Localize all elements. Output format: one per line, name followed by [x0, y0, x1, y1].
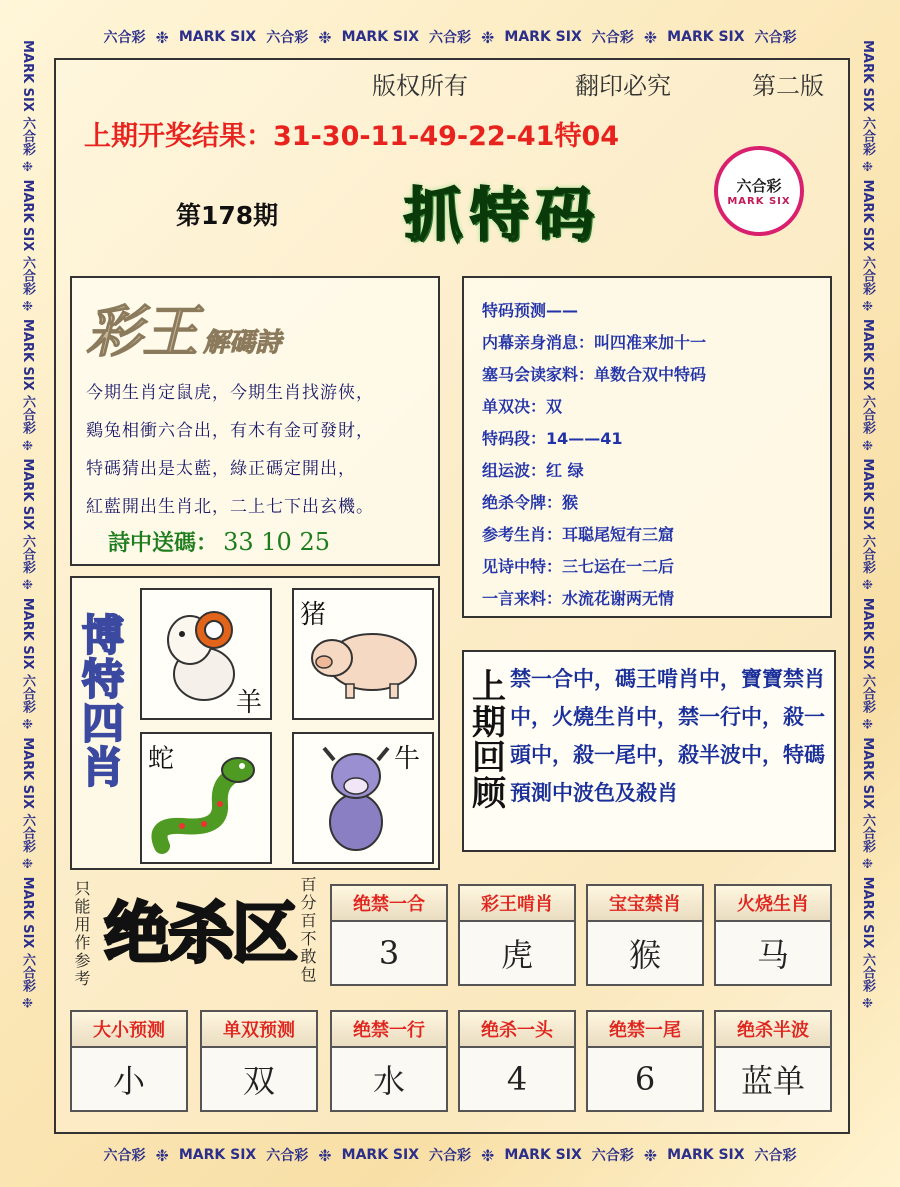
kill-cell-value: 双 [202, 1048, 316, 1110]
prediction-line: 绝杀令牌：猴 [482, 493, 579, 512]
kill-cell-head: 宝宝禁肖 [588, 886, 702, 922]
border-brand-en: MARK SIX [667, 29, 745, 45]
border-brand-cn: 六合彩 [754, 30, 797, 46]
kill-cell-head: 绝杀半波 [716, 1012, 830, 1048]
edition-label: 第二版 [752, 72, 824, 100]
left-border-strip [18, 40, 48, 1140]
last-result-numbers: 31-30-11-49-22-41特04 [273, 121, 620, 152]
animal-card-sheep [140, 588, 272, 720]
flower-icon: ❉ [155, 27, 169, 47]
kill-cell-head: 大小预测 [72, 1012, 186, 1048]
last-result-label: 上期开奖结果： [84, 121, 273, 152]
left-border-text: MARK SIX 六合彩 ❉ MARK SIX 六合彩 ❉ MARK SIX 六合彩 ❉ MARK SIX 六合彩 ❉ MARK SIX 六合彩 ❉ MARK SIX 六合彩 ❉ MARK SIX 六合彩 ❉ [20, 40, 35, 1012]
issue-number: 第178期 [176, 201, 279, 230]
flower-icon: ❉ [318, 27, 332, 47]
kill-cell [330, 884, 448, 986]
kill-cell-value: 水 [332, 1048, 446, 1110]
four-zodiac-box [70, 576, 440, 870]
flower-icon: ❉ [155, 1145, 169, 1165]
border-brand-cn: 六合彩 [591, 1148, 634, 1164]
poem-box [70, 276, 440, 566]
poem-heading [86, 288, 281, 368]
prediction-line: 单双决：双 [482, 397, 563, 416]
poem-line: 特碼猜出是太藍，綠正碼定開出， [86, 459, 356, 479]
poem-subtitle: 解碼詩 [203, 328, 282, 358]
prediction-line: 一言来料：水流花谢两无情 [482, 589, 675, 608]
kill-cell [714, 884, 832, 986]
prediction-line: 见诗中特：三七运在一二后 [482, 557, 675, 576]
kill-cell [458, 1010, 576, 1112]
border-brand-en: MARK SIX [178, 1147, 257, 1163]
kill-cell-head: 火烧生肖 [716, 886, 830, 922]
poem-send-label: 詩中送碼： [108, 530, 219, 556]
no-reprint-label: 翻印必究 [575, 72, 671, 100]
kill-cell-head: 绝禁一合 [332, 886, 446, 922]
kill-zone-right-note: 百分百不敢包 [298, 876, 317, 984]
right-border-text: MARK SIX 六合彩 ❉ MARK SIX 六合彩 ❉ MARK SIX 六合彩 ❉ MARK SIX 六合彩 ❉ MARK SIX 六合彩 ❉ MARK SIX 六合彩 ❉ MARK SIX 六合彩 ❉ [860, 40, 875, 1012]
kill-cell-head: 绝禁一行 [332, 1012, 446, 1048]
border-brand-en: MARK SIX [504, 29, 582, 45]
border-brand-en: MARK SIX [504, 1147, 582, 1163]
border-brand-en: MARK SIX [341, 1147, 419, 1163]
kill-cell [714, 1010, 832, 1112]
poem-line: 今期生肖定鼠虎，今期生肖找游俠， [86, 383, 374, 403]
animal-label: 牛 [394, 744, 421, 774]
four-zodiac-title: 博特四肖 [82, 611, 125, 793]
kill-cell [330, 1010, 448, 1112]
prediction-line: 内幕亲身消息：叫四准来加十一 [482, 333, 707, 352]
poem-send [108, 526, 330, 557]
prediction-line: 塞马会读家料：单数合双中特码 [482, 365, 707, 384]
flower-icon: ❉ [318, 1145, 332, 1165]
kill-cell-value: 4 [460, 1048, 574, 1110]
poem-title: 彩王 [86, 299, 198, 365]
review-box [462, 650, 836, 852]
kill-cell-value: 虎 [460, 922, 574, 984]
border-brand-cn: 六合彩 [591, 30, 634, 46]
flower-icon: ❉ [481, 27, 495, 47]
top-border-strip [0, 20, 900, 54]
poem-line: 紅藍開出生肖北，二上七下出玄機。 [86, 497, 374, 517]
kill-zone-left-note: 只能用作参考 [72, 880, 91, 988]
animal-label: 蛇 [148, 744, 175, 774]
bottom-border-strip [0, 1138, 900, 1172]
kill-cell-head: 单双预测 [202, 1012, 316, 1048]
kill-cell [458, 884, 576, 986]
prediction-box [462, 276, 832, 618]
kill-cell-head: 绝禁一尾 [588, 1012, 702, 1048]
kill-cell-value: 6 [588, 1048, 702, 1110]
page-title: 抓特码 [404, 181, 603, 249]
kill-cell-value: 猴 [588, 922, 702, 984]
prediction-line: 特码预测—— [482, 301, 579, 320]
kill-cell-value: 小 [72, 1048, 186, 1110]
kill-cell-head: 彩王啃肖 [460, 886, 574, 922]
prediction-line: 特码段：14——41 [482, 429, 623, 448]
prediction-line: 组运波：红 绿 [482, 461, 584, 480]
animal-card-snake [140, 732, 272, 864]
kill-cell-value: 蓝单 [716, 1048, 830, 1110]
kill-cell-value: 马 [716, 922, 830, 984]
copyright-label: 版权所有 [372, 72, 468, 100]
kill-zone-title: 绝杀区 [104, 895, 296, 972]
border-brand-cn: 六合彩 [103, 1148, 146, 1164]
border-brand-cn: 六合彩 [429, 1148, 471, 1164]
kill-cell [200, 1010, 318, 1112]
border-brand-cn: 六合彩 [266, 1148, 309, 1164]
border-brand-cn: 六合彩 [266, 30, 309, 46]
kill-cell [586, 884, 704, 986]
animal-label: 羊 [236, 688, 263, 718]
poem-line: 鷄兔相衝六合出，有木有金可發財， [86, 421, 374, 441]
border-brand-cn: 六合彩 [754, 1148, 797, 1164]
animal-card-ox [292, 732, 434, 864]
kill-cell-value: 3 [332, 922, 446, 984]
right-border-strip [858, 40, 888, 1140]
border-brand-en: MARK SIX [667, 1147, 745, 1163]
poem-send-numbers: 33 10 25 [223, 528, 330, 556]
border-brand-en: MARK SIX [341, 29, 419, 45]
last-result [84, 114, 619, 153]
animal-card-pig [292, 588, 434, 720]
border-brand-en: MARK SIX [178, 29, 257, 45]
review-title: 上期回顾 [472, 667, 506, 815]
animal-label: 猪 [300, 600, 327, 630]
mark-six-logo: 六合彩 MARK SIX [714, 146, 804, 236]
kill-cell [70, 1010, 188, 1112]
border-brand-cn: 六合彩 [103, 30, 146, 46]
border-brand-cn: 六合彩 [429, 30, 471, 46]
flower-icon: ❉ [643, 1145, 658, 1165]
prediction-line: 参考生肖：耳聪尾短有三窟 [482, 525, 675, 544]
kill-cell-head: 绝杀一头 [460, 1012, 574, 1048]
flower-icon: ❉ [481, 1145, 495, 1165]
flower-icon: ❉ [643, 27, 658, 47]
review-text: 禁一合中，碼王啃肖中，寶寶禁肖中，火燒生肖中，禁一行中，殺一頭中，殺一尾中，殺半波中，特碼預測中波色及殺肖 [510, 667, 825, 805]
kill-cell [586, 1010, 704, 1112]
